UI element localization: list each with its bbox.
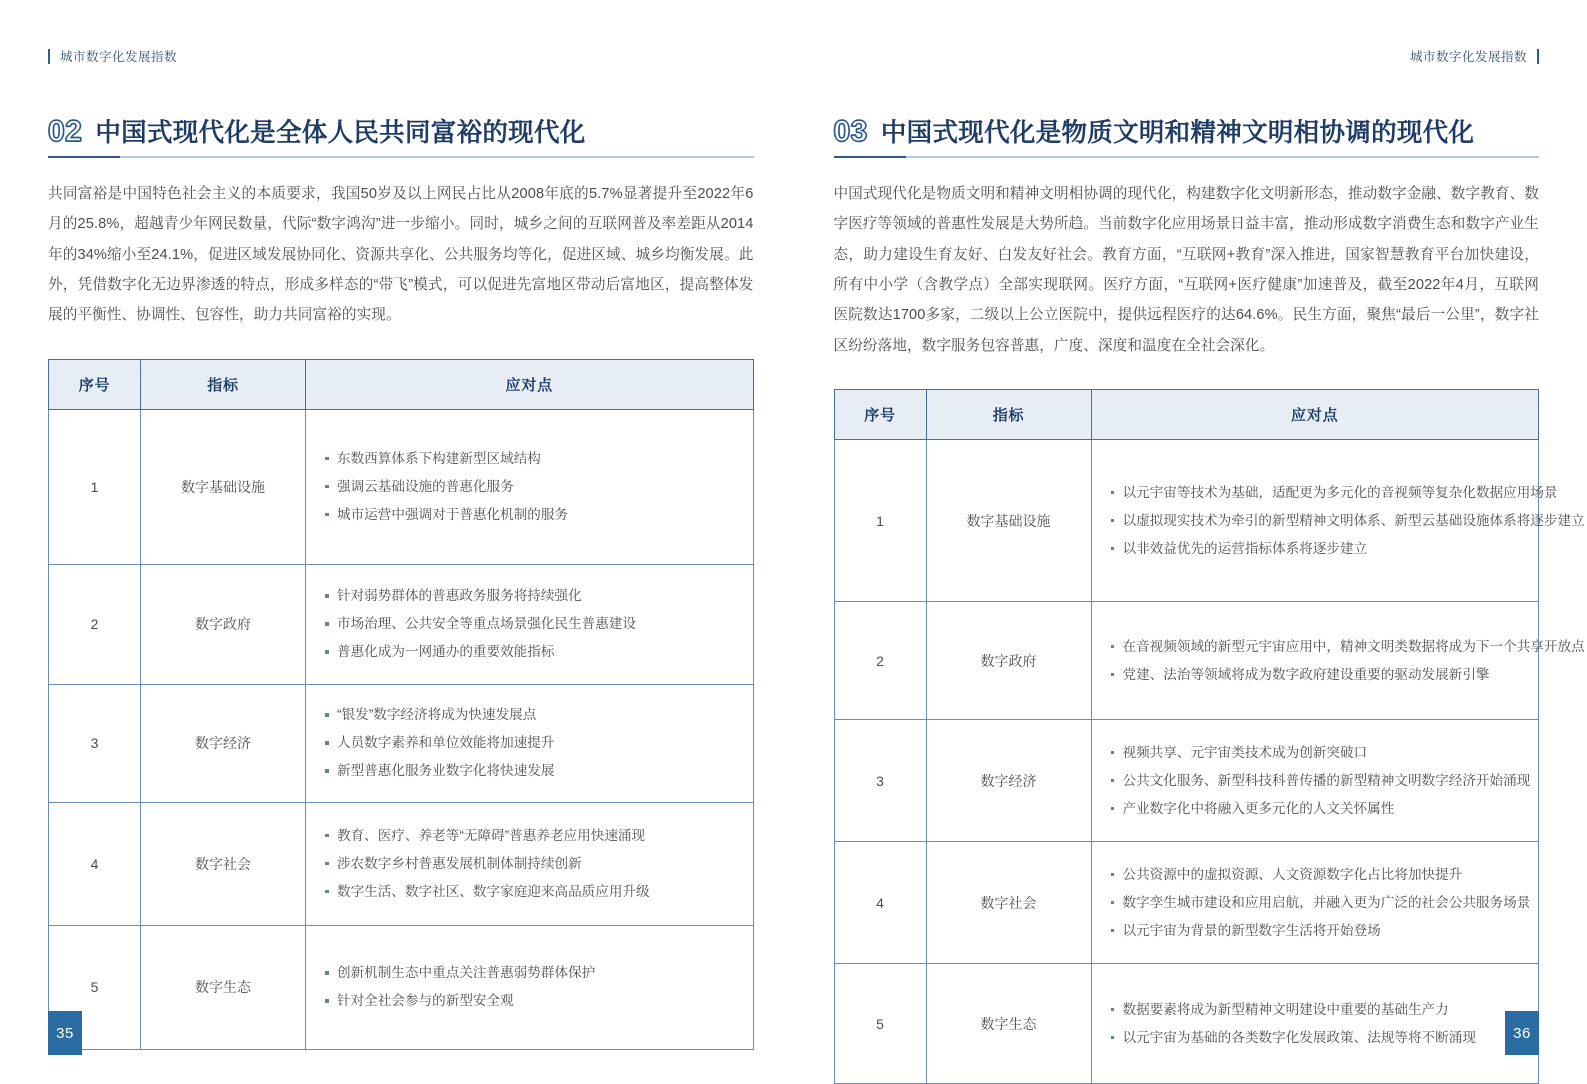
cell-metric: 数字社会 bbox=[926, 842, 1091, 964]
list-item: 以元宇宙等技术为基础，适配更为多元化的音视频等复杂化数据应用场景 bbox=[1110, 479, 1527, 507]
running-header-text: 城市数字化发展指数 bbox=[1410, 47, 1527, 65]
list-item: 新型普惠化服务业数字化将快速发展 bbox=[324, 757, 741, 785]
cell-points bbox=[1091, 964, 1539, 1084]
cell-metric: 数字基础设施 bbox=[926, 440, 1091, 602]
table-wrapper-right bbox=[834, 389, 1540, 1084]
column-header-no: 序号 bbox=[834, 390, 926, 440]
page-left bbox=[0, 0, 794, 1077]
list-item: 公共文化服务、新型科技科普传播的新型精神文明数字经济开始涌现 bbox=[1110, 767, 1527, 795]
table-row bbox=[49, 409, 754, 564]
cell-points bbox=[306, 802, 754, 925]
page-number-right: 36 bbox=[1505, 1011, 1539, 1055]
cell-no: 3 bbox=[49, 684, 141, 802]
table-row bbox=[49, 564, 754, 684]
table-row bbox=[834, 842, 1539, 964]
column-header-no: 序号 bbox=[49, 359, 141, 409]
list-item: 公共资源中的虚拟资源、人文资源数字化占比将加快提升 bbox=[1110, 861, 1527, 889]
table-row bbox=[49, 802, 754, 925]
page-number-left: 35 bbox=[48, 1011, 82, 1055]
list-item: 以元宇宙为基础的各类数字化发展政策、法规等将不断涌现 bbox=[1110, 1024, 1527, 1052]
table-row bbox=[834, 440, 1539, 602]
section-number: 03 bbox=[834, 117, 868, 147]
section-header-left bbox=[48, 117, 754, 158]
title-divider bbox=[48, 156, 754, 158]
cell-no: 2 bbox=[49, 564, 141, 684]
list-item: 产业数字化中将融入更多元化的人文关怀属性 bbox=[1110, 795, 1527, 823]
list-item: 在音视频领域的新型元宇宙应用中，精神文明类数据将成为下一个共享开放点 bbox=[1110, 633, 1527, 661]
cell-points bbox=[306, 409, 754, 564]
running-header-right bbox=[834, 0, 1540, 90]
column-header-points: 应对点 bbox=[306, 359, 754, 409]
cell-no: 1 bbox=[834, 440, 926, 602]
cell-points bbox=[1091, 842, 1539, 964]
cell-points bbox=[306, 564, 754, 684]
table-row bbox=[49, 684, 754, 802]
cell-points bbox=[1091, 720, 1539, 842]
list-item: 党建、法治等领域将成为数字政府建设重要的驱动发展新引擎 bbox=[1110, 661, 1527, 689]
cell-no: 5 bbox=[49, 925, 141, 1049]
cell-no: 3 bbox=[834, 720, 926, 842]
list-item: 数据要素将成为新型精神文明建设中重要的基础生产力 bbox=[1110, 996, 1527, 1024]
list-item: “银发”数字经济将成为快速发展点 bbox=[324, 701, 741, 729]
section-header-right bbox=[834, 117, 1540, 158]
running-header-left bbox=[48, 0, 754, 90]
body-paragraph-right: 中国式现代化是物质文明和精神文明相协调的现代化，构建数字化文明新形态，推动数字金融、数字教育、数字医疗等领域的普惠性发展是大势所趋。当前数字化应用场景日益丰富，推动形成数字消费生态和数字产业生态，助力建设生育友好、白发友好社会。教育方面，“互联网+教育”深入推进，国家智慧教育平台加快建设，所有中小学（含教学点）全部实现联网。医疗方面，“互联网+医疗健康”加速普及，截至2022年4月，互联网医院数达1700多家，二级以上公立医院中，提供远程医疗的达64.6%。民生方面，聚焦“最后一公里”，数字社区纷纷落地，数字服务包容普惠，广度、深度和温度在全社会深化。 bbox=[834, 179, 1540, 361]
running-header-text: 城市数字化发展指数 bbox=[60, 47, 177, 65]
cell-points bbox=[1091, 440, 1539, 602]
section-number: 02 bbox=[48, 117, 82, 147]
table-header-row bbox=[834, 390, 1539, 440]
cell-points bbox=[306, 925, 754, 1049]
column-header-metric: 指标 bbox=[141, 359, 306, 409]
header-rule-icon bbox=[48, 49, 50, 64]
list-item: 数字生活、数字社区、数字家庭迎来高品质应用升级 bbox=[324, 878, 741, 906]
cell-metric: 数字社会 bbox=[141, 802, 306, 925]
list-item: 以非效益优先的运营指标体系将逐步建立 bbox=[1110, 535, 1527, 563]
cell-metric: 数字政府 bbox=[141, 564, 306, 684]
cell-points bbox=[306, 684, 754, 802]
indicator-table-right bbox=[834, 389, 1540, 1084]
table-row bbox=[49, 925, 754, 1049]
list-item: 市场治理、公共安全等重点场景强化民生普惠建设 bbox=[324, 610, 741, 638]
cell-no: 4 bbox=[49, 802, 141, 925]
cell-points bbox=[1091, 602, 1539, 720]
cell-metric: 数字经济 bbox=[141, 684, 306, 802]
cell-no: 4 bbox=[834, 842, 926, 964]
list-item: 强调云基础设施的普惠化服务 bbox=[324, 473, 741, 501]
title-divider bbox=[834, 156, 1540, 158]
page-title: 中国式现代化是物质文明和精神文明相协调的现代化 bbox=[881, 119, 1474, 147]
cell-metric: 数字生态 bbox=[926, 964, 1091, 1084]
cell-no: 1 bbox=[49, 409, 141, 564]
cell-no: 5 bbox=[834, 964, 926, 1084]
list-item: 东数西算体系下构建新型区域结构 bbox=[324, 445, 741, 473]
cell-no: 2 bbox=[834, 602, 926, 720]
table-row bbox=[834, 964, 1539, 1084]
column-header-metric: 指标 bbox=[926, 390, 1091, 440]
list-item: 涉农数字乡村普惠发展机制体制持续创新 bbox=[324, 850, 741, 878]
cell-metric: 数字基础设施 bbox=[141, 409, 306, 564]
list-item: 针对弱势群体的普惠政务服务将持续强化 bbox=[324, 582, 741, 610]
list-item: 以元宇宙为背景的新型数字生活将开始登场 bbox=[1110, 917, 1527, 945]
body-paragraph-left: 共同富裕是中国特色社会主义的本质要求，我国50岁及以上网民占比从2008年底的5.7%显著提升至2022年6月的25.8%，超越青少年网民数量，代际“数字鸿沟”进一步缩小。同时，城乡之间的互联网普及率差距从2014年的34%缩小至24.1%，促进区域发展协同化、资源共享化、公共服务均等化，促进区域、城乡均衡发展。此外，凭借数字化无边界渗透的特点，形成多样态的“带飞”模式，可以促进先富地区带动后富地区，提高整体发展的平衡性、协调性、包容性，助力共同富裕的实现。 bbox=[48, 179, 754, 331]
list-item: 普惠化成为一网通办的重要效能指标 bbox=[324, 638, 741, 666]
list-item: 针对全社会参与的新型安全观 bbox=[324, 987, 741, 1015]
list-item: 以虚拟现实技术为牵引的新型精神文明体系、新型云基础设施体系将逐步建立 bbox=[1110, 507, 1527, 535]
list-item: 城市运营中强调对于普惠化机制的服务 bbox=[324, 501, 741, 529]
column-header-points: 应对点 bbox=[1091, 390, 1539, 440]
cell-metric: 数字经济 bbox=[926, 720, 1091, 842]
header-rule-icon bbox=[1537, 49, 1539, 64]
cell-metric: 数字生态 bbox=[141, 925, 306, 1049]
table-row bbox=[834, 602, 1539, 720]
list-item: 视频共享、元宇宙类技术成为创新突破口 bbox=[1110, 739, 1527, 767]
indicator-table-left bbox=[48, 359, 754, 1050]
page-title: 中国式现代化是全体人民共同富裕的现代化 bbox=[95, 119, 585, 147]
table-row bbox=[834, 720, 1539, 842]
table-header-row bbox=[49, 359, 754, 409]
page-right bbox=[794, 0, 1587, 1077]
table-wrapper-left bbox=[48, 359, 754, 1050]
list-item: 创新机制生态中重点关注普惠弱势群体保护 bbox=[324, 959, 741, 987]
list-item: 教育、医疗、养老等“无障碍”普惠养老应用快速涌现 bbox=[324, 822, 741, 850]
list-item: 数字孪生城市建设和应用启航，并融入更为广泛的社会公共服务场景 bbox=[1110, 889, 1527, 917]
list-item: 人员数字素养和单位效能将加速提升 bbox=[324, 729, 741, 757]
cell-metric: 数字政府 bbox=[926, 602, 1091, 720]
